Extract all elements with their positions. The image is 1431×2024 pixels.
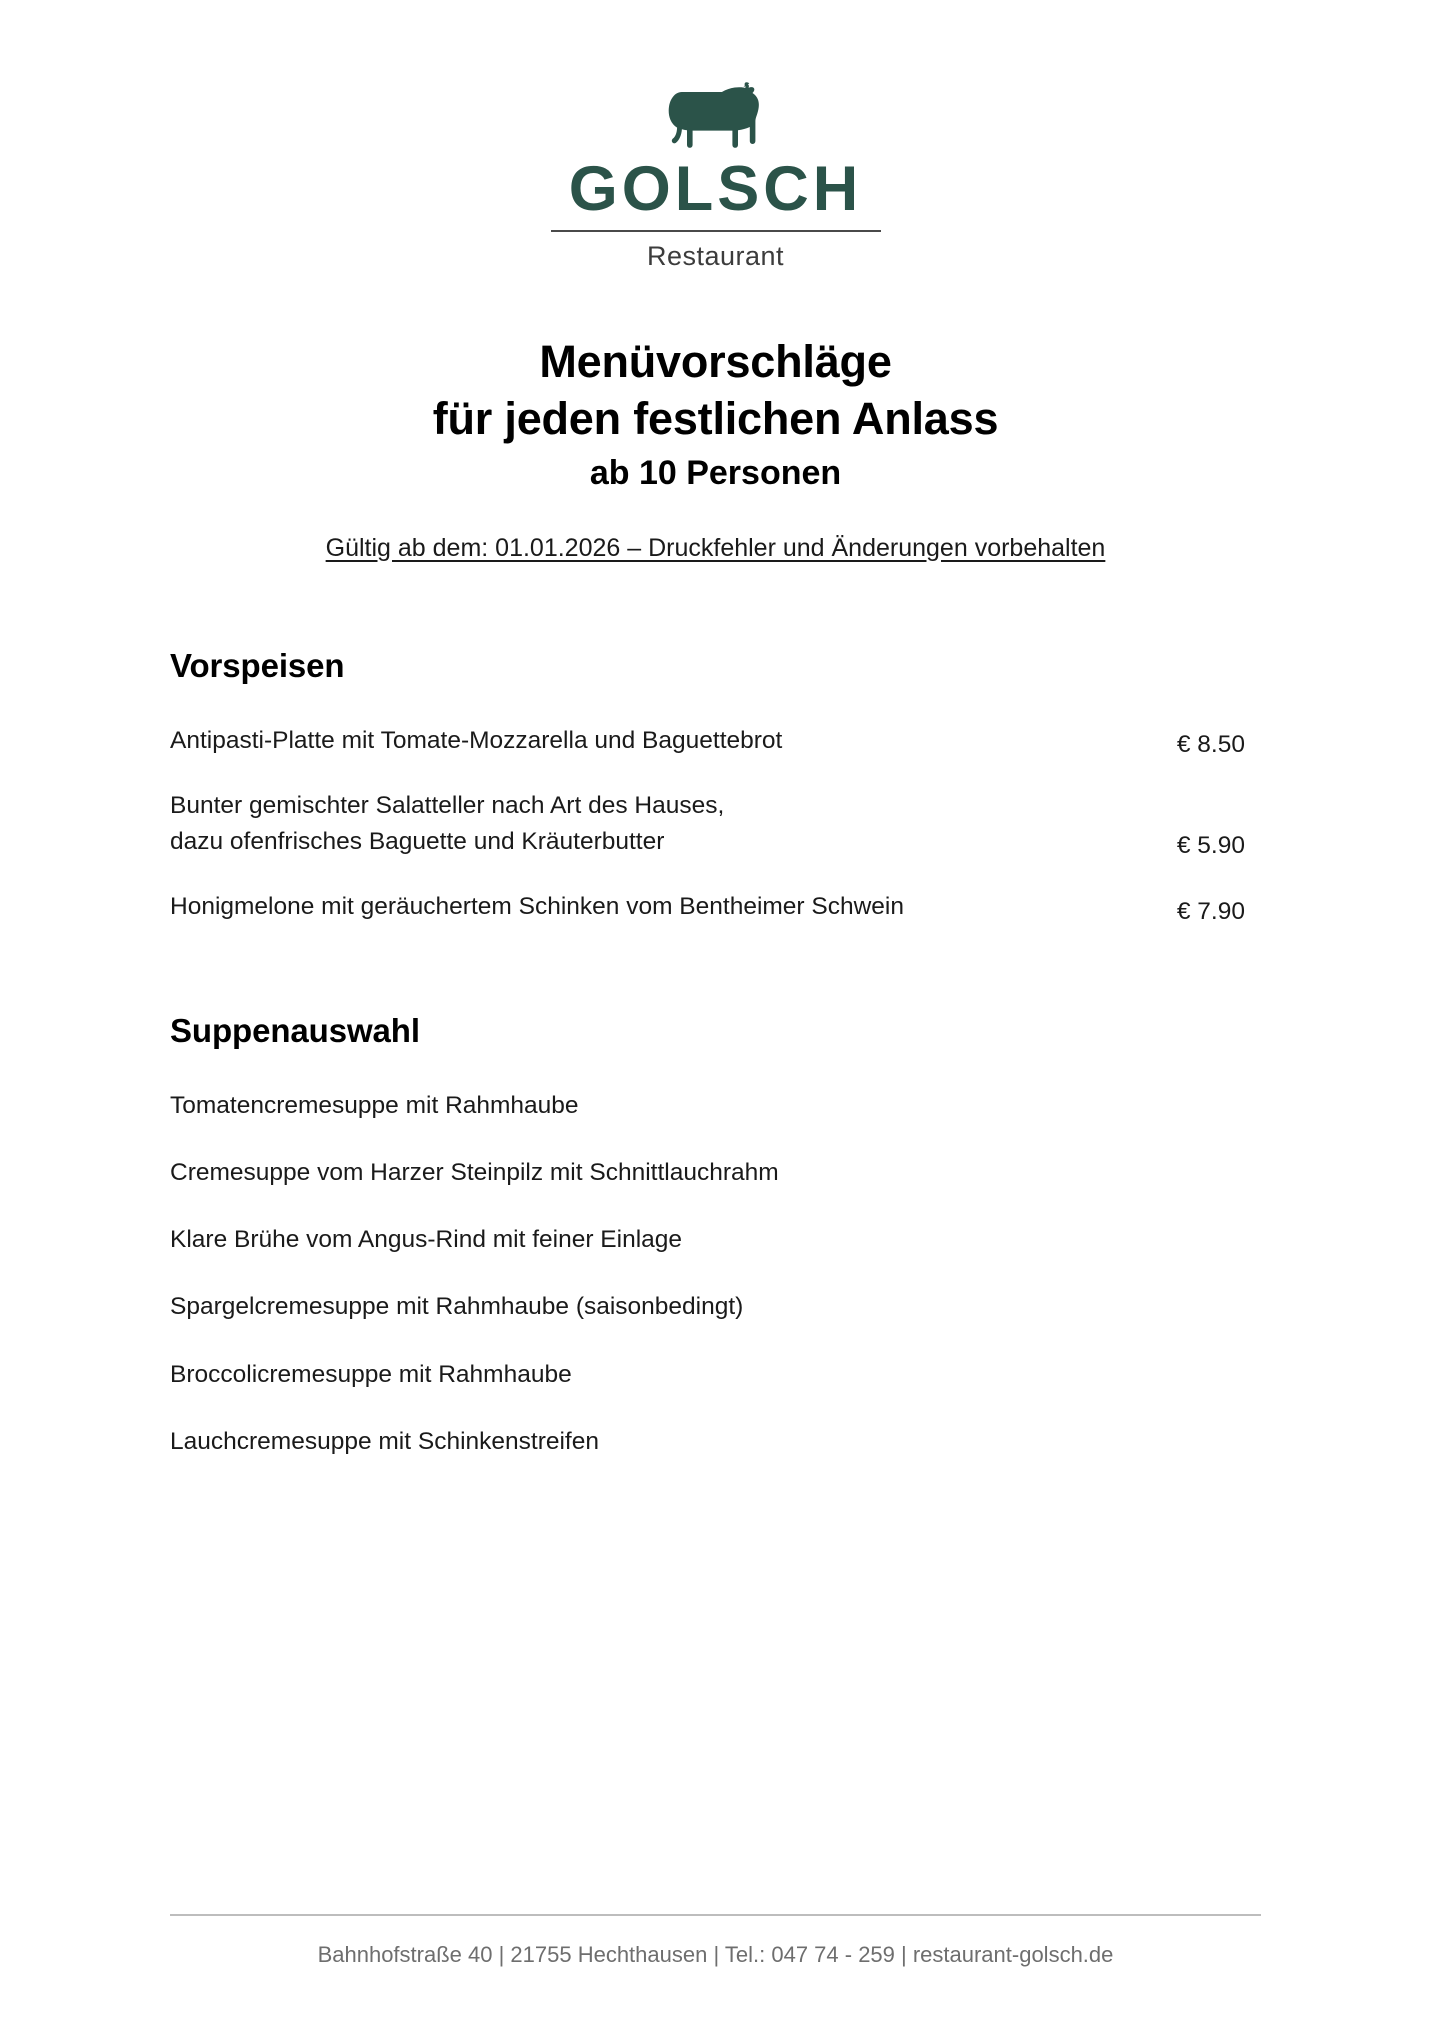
validity-text: Gültig ab dem: 01.01.2026 – Druckfehler und Änderungen vorbehalten xyxy=(325,533,1106,562)
menu-item-name-line1: Antipasti-Platte mit Tomate-Mozzarella und Baguettebrot xyxy=(170,726,783,754)
menu-item xyxy=(170,788,1245,861)
menu-item-name xyxy=(170,788,1125,861)
menu-item: Lauchcremesuppe mit Schinkenstreifen xyxy=(170,1427,599,1455)
menu-item-name-line1: Bunter gemischter Salatteller nach Art des Hauses, xyxy=(170,791,725,819)
cow-silhouette-icon xyxy=(655,78,777,156)
menu-item-price: € 8.50 xyxy=(1176,730,1245,758)
page-title xyxy=(0,334,1431,496)
title-line-2: für jeden festlichen Anlass xyxy=(432,392,999,444)
menu-item: Broccolicremesuppe mit Rahmhaube xyxy=(170,1360,572,1388)
menu-item-name xyxy=(170,723,1125,759)
menu-item xyxy=(170,889,1245,925)
section-vorspeisen xyxy=(170,647,1245,926)
page-footer xyxy=(0,1914,1431,1968)
menu-item-name-line1: Honigmelone mit geräuchertem Schinken vom Bentheimer Schwein xyxy=(170,893,904,921)
section-suppenauswahl xyxy=(170,1012,1245,1461)
menu-item: Tomatencremesuppe mit Rahmhaube xyxy=(170,1091,579,1119)
brand-subtitle: Restaurant xyxy=(646,241,785,271)
brand-logo xyxy=(0,0,1431,272)
footer-divider xyxy=(170,1914,1261,1916)
menu-item-name xyxy=(170,889,1125,925)
title-line-3: ab 10 Personen xyxy=(589,454,842,493)
menu-item xyxy=(170,723,1245,759)
menu-item: Cremesuppe vom Harzer Steinpilz mit Schnittlauchrahm xyxy=(170,1158,779,1186)
brand-wordmark: GOLSCH xyxy=(568,154,863,224)
menu-item-price: € 5.90 xyxy=(1176,832,1245,860)
menu-item: Klare Brühe vom Angus-Rind mit feiner Einlage xyxy=(170,1226,683,1254)
footer-contact-info: Bahnhofstraße 40 | 21755 Hechthausen | Tel.: 047 74 - 259 | restaurant-golsch.de xyxy=(317,1942,1114,1967)
menu-item: Spargelcremesuppe mit Rahmhaube (saisonbedingt) xyxy=(170,1293,744,1321)
menu-item-price: € 7.90 xyxy=(1176,897,1245,925)
menu-item-name-line2: dazu ofenfrisches Baguette und Kräuterbutter xyxy=(170,828,665,856)
section-heading: Vorspeisen xyxy=(170,646,345,684)
menu-content xyxy=(0,647,1431,1461)
validity-note xyxy=(0,534,1431,563)
brand-divider xyxy=(551,230,881,232)
title-line-1: Menüvorschläge xyxy=(539,336,892,387)
section-heading: Suppenauswahl xyxy=(170,1011,420,1049)
